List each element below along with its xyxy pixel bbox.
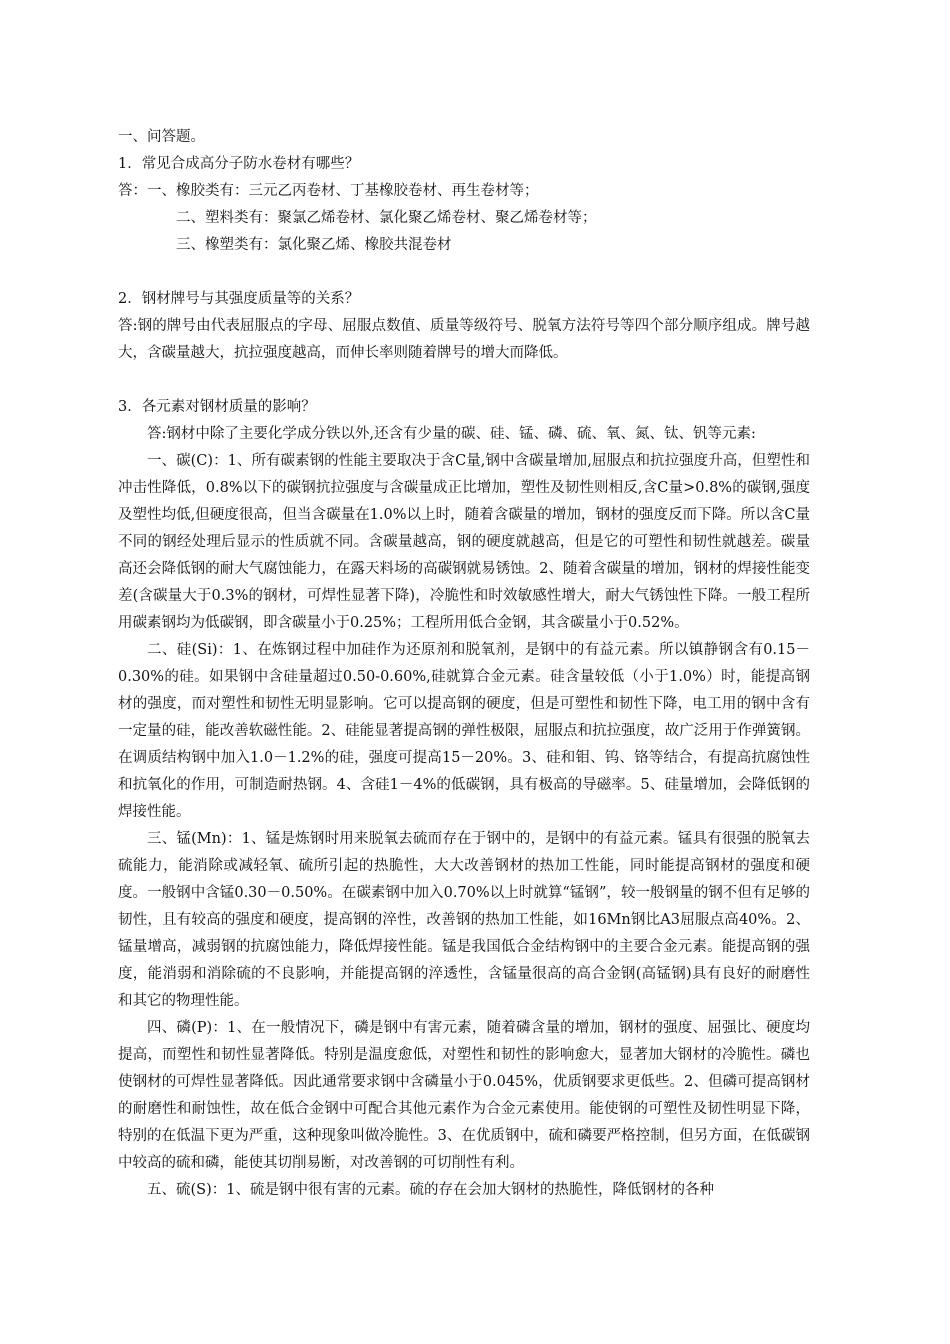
paragraph-phosphorus: 四、磷(P)：1、在一般情况下，磷是钢中有害元素，随着磷含量的增加，钢材的强度、屈强比、硬度均提高，而塑性和韧性显著降低。特别是温度愈低，对塑性和韧性的影响愈大，显著加大钢材的冷脆性。磷也使钢材的可焊性显著降低。因此通常要求钢中含磷量小于0.045%，优质钢要求更低些。2、但磷可提高钢材的耐磨性和耐蚀性，故在低合金钢中可配合其他元素作为合金元素使用。能使钢的可塑性及韧性明显下降，特别的在低温下更为严重，这种现象叫做冷脆性。3、在优质钢中，硫和磷要严格控制，但另方面，在低碳钢中较高的硫和磷，能使其切削易断，对改善钢的可切削性有利。 — [118, 1020, 810, 1171]
answer-2: 答:钢的牌号由代表屈服点的字母、屈服点数值、质量等级符号、脱氧方法符号等四个部分顺序组成。牌号越大，含碳量越大，抗拉强度越高，而伸长率则随着牌号的增大而降低。 — [118, 318, 810, 361]
paragraph-manganese: 三、锰(Mn)：1、锰是炼钢时用来脱氧去硫而存在于钢中的，是钢中的有益元素。锰具有很强的脱氧去硫能力，能消除或减轻氧、硫所引起的热脆性，大大改善钢材的热加工性能，同时能提高钢材的强度和硬度。一般钢中含锰0.30－0.50%。在碳素钢中加入0.70%以上时就算“锰钢”，较一般钢量的钢不但有足够的韧性，且有较高的强度和硬度，提高钢的淬性，改善钢的热加工性能，如16Mn钢比A3屈服点高40%。2、锰量增高，减弱钢的抗腐蚀能力，降低焊接性能。锰是我国低合金结构钢中的主要合金元素。能提高钢的强度，能消弱和消除硫的不良影响，并能提高钢的淬透性，含锰量很高的高合金钢(高锰钢)具有良好的耐磨性和其它的物理性能。 — [118, 831, 810, 1009]
answer-1-line-3: 三、橡塑类有：氯化聚乙烯、橡胶共混卷材 — [176, 237, 452, 253]
paragraph-carbon: 一、碳(C)：1、所有碳素钢的性能主要取决于含C量,钢中含碳量增加,屈服点和抗拉强度升高，但塑性和冲击性降低，0.8%以下的碳钢抗拉强度与含碳量成正比增加，塑性及韧性则相反,含C量>0.8%的碳钢,强度及塑性均低,但硬度很高，但当含碳量在1.0%以上时，随着含碳量的增加，钢材的强度反而下降。所以含C量不同的钢经处理后显示的性质就不同。含碳量越高，钢的硬度就越高，但是它的可塑性和韧性就越差。碳量高还会降低钢的耐大气腐蚀能力，在露天料场的高碳钢就易锈蚀。2、随着含碳量的增加，钢材的焊接性能变差(含碳量大于0.3%的钢材，可焊性显著下降)，冷脆性和时效敏感性增大，耐大气锈蚀性下降。一般工程所用碳素钢均为低碳钢，即含碳量小于0.25%；工程所用低合金钢，其含碳量小于0.52%。 — [118, 453, 810, 631]
answer-3-intro: 答:钢材中除了主要化学成分铁以外,还含有少量的碳、硅、锰、磷、硫、氧、氮、钛、钒等元素: — [147, 426, 756, 442]
question-1: 1．常见合成高分子防水卷材有哪些？ — [118, 156, 360, 172]
document-page — [118, 124, 810, 1204]
spacer — [118, 259, 810, 286]
question-3: 3．各元素对钢材质量的影响？ — [118, 399, 316, 415]
paragraph-silicon: 二、硅(Si)：1、在炼钢过程中加硅作为还原剂和脱氧剂，是钢中的有益元素。所以镇静钢含有0.15－0.30%的硅。如果钢中含硅量超过0.50-0.60%,硅就算合金元素。硅含量较低（小于1.0%）时，能提高钢材的强度，而对塑性和韧性无明显影响。它可以提高钢的硬度，但是可塑性和韧性下降，电工用的钢中含有一定量的硅，能改善软磁性能。2、硅能显著提高钢的弹性极限，屈服点和抗拉强度，故广泛用于作弹簧钢。在调质结构钢中加入1.0－1.2%的硅，强度可提高15－20%。3、硅和钼、钨、铬等结合，有提高抗腐蚀性和抗氧化的作用，可制造耐热钢。4、含硅1－4%的低碳钢，具有极高的导磁率。5、硅量增加，会降低钢的焊接性能。 — [118, 642, 810, 820]
section-title: 一、问答题。 — [118, 129, 205, 145]
question-2: 2．钢材牌号与其强度质量等的关系？ — [118, 291, 360, 307]
answer-1-line-1: 答：一、橡胶类有：三元乙丙卷材、丁基橡胶卷材、再生卷材等； — [118, 183, 539, 199]
paragraph-sulfur: 五、硫(S)：1、硫是钢中很有害的元素。硫的存在会加大钢材的热脆性，降低钢材的各种 — [147, 1182, 714, 1198]
answer-1-line-2: 二、塑料类有：聚氯乙烯卷材、氯化聚乙烯卷材、聚乙烯卷材等； — [176, 210, 597, 226]
spacer — [118, 367, 810, 394]
